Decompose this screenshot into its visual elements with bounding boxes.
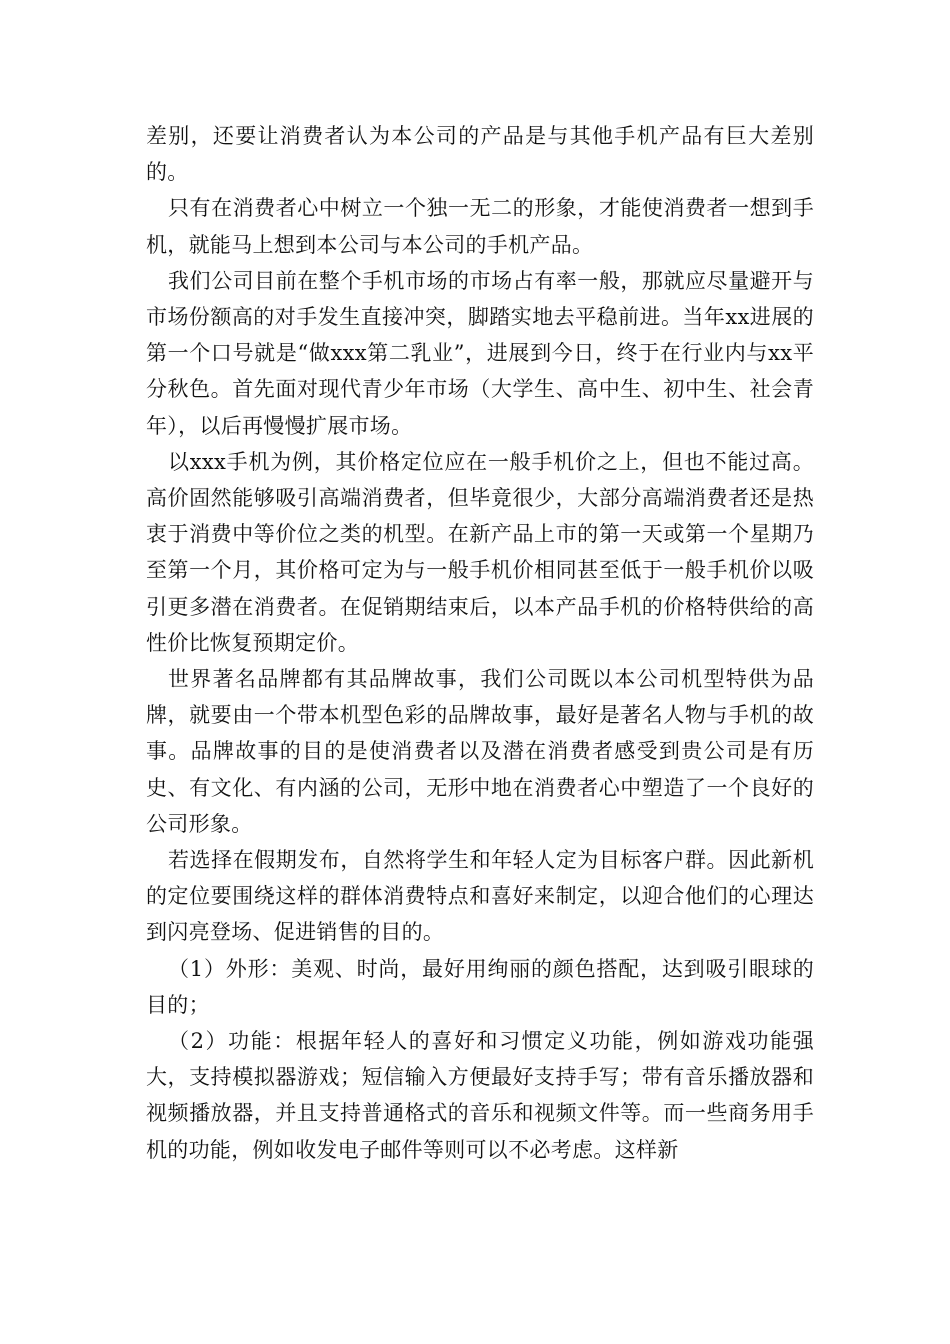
paragraph-brand-story: 世界著名品牌都有其品牌故事，我们公司既以本公司机型特供为品牌，就要由一个带本机型色彩的品牌故事，最好是著名人物与手机的故事。品牌故事的目的是使消费者以及潜在消费者感受到贵公司是有历史、有文化、有内涵的公司，无形中地在消费者心中塑造了一个良好的公司形象。 <box>146 667 814 836</box>
paragraph-appearance: （1）外形：美观、时尚，最好用绚丽的颜色搭配，达到吸引眼球的目的； <box>146 956 814 1017</box>
paragraph-continuation: 差别，还要让消费者认为本公司的产品是与其他手机产品有巨大差别的。 <box>146 124 814 185</box>
paragraph-unique-image: 只有在消费者心中树立一个独一无二的形象，才能使消费者一想到手机，就能马上想到本公司与本公司的手机产品。 <box>146 196 814 257</box>
paragraph-target-customers: 若选择在假期发布，自然将学生和年轻人定为目标客户群。因此新机的定位要围绕这样的群体消费特点和喜好来制定，以迎合他们的心理达到闪亮登场、促进销售的目的。 <box>146 848 814 945</box>
paragraph-market-share: 我们公司目前在整个手机市场的市场占有率一般，那就应尽量避开与市场份额高的对手发生直接冲突，脚踏实地去平稳前进。当年xx进展的第一个口号就是“做xxx第二乳业”，进展到今日，终于在行业内与xx平分秋色。首先面对现代青少年市场（大学生、高中生、初中生、社会青年），以后再慢慢扩展市场。 <box>146 268 814 438</box>
paragraph-pricing: 以xxx手机为例，其价格定位应在一般手机价之上，但也不能过高。高价固然能够吸引高端消费者，但毕竟很少，大部分高端消费者还是热衷于消费中等价位之类的机型。在新产品上市的第一天或第一个星期乃至第一个月，其价格可定为与一般手机价相同甚至低于一般手机价以吸引更多潜在消费者。在促销期结束后，以本产品手机的价格特供给的高性价比恢复预期定价。 <box>146 449 814 655</box>
document-body <box>146 118 814 1168</box>
paragraph-features: （2）功能：根据年轻人的喜好和习惯定义功能，例如游戏功能强大，支持模拟器游戏；短信输入方便最好支持手写；带有音乐播放器和视频播放器，并且支持普通格式的音乐和视频文件等。而一些商务用手机的功能，例如收发电子邮件等则可以不必考虑。这样新 <box>146 1029 814 1162</box>
